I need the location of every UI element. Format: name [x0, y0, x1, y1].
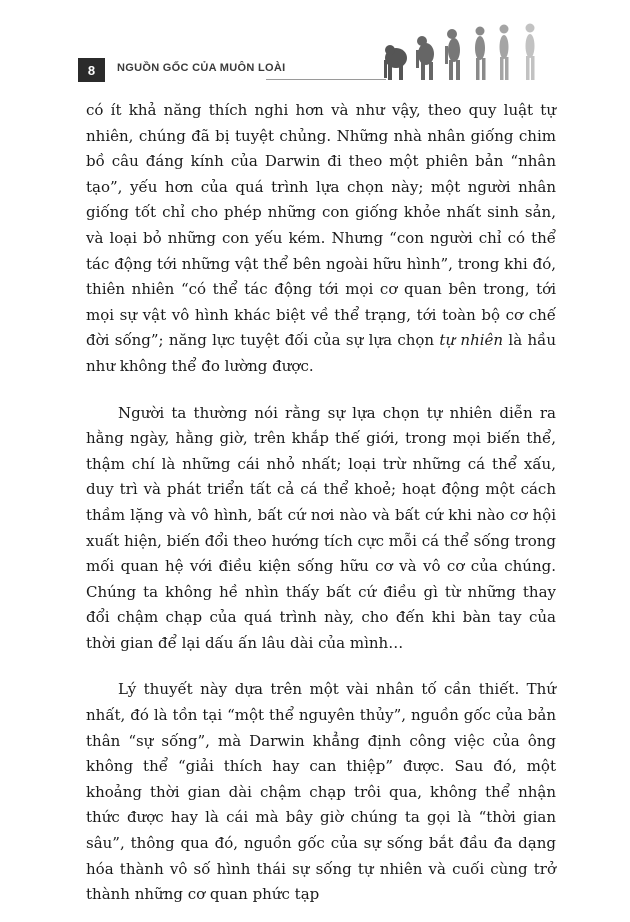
paragraph-2-text: Người ta thường nói rằng sự lựa chọn tự nhiên diễn ra hằng ngày, hằng giờ, trên khắp thế giới, trong mọi biến thể, thậm chí là những cái nhỏ nhất; loại trừ những cá thể xấu, duy trì và phát triển tất cả cá thể khoẻ; hoạt động một cách thầm lặng và vô hình, bất cứ nơi nào và bất cứ khi nào cơ hội xuất hiện, biến đổi theo hướng tích cực mỗi cá thể sống trong mối quan hệ với điều kiện sống hữu cơ và vô cơ của chúng. Chúng ta không hề nhìn thấy bất cứ điều gì từ những thay đổi chậm chạp của quá trình này, cho đến khi bàn tay của thời gian để lại dấu ấn lâu dài của mình… [86, 403, 556, 652]
paragraph-1 [86, 98, 556, 380]
evolution-icon [384, 20, 554, 84]
page-header [0, 0, 630, 90]
running-head: NGUỒN GỐC CỦA MUÔN LOÀI [117, 62, 286, 74]
header-rule [266, 79, 386, 80]
paragraph-2 [86, 401, 556, 657]
paragraph-1-text: có ít khả năng thích nghi hơn và như vậy, theo quy luật tự nhiên, chúng đã bị tuyệt chủng. Những nhà nhân giống chim bồ câu đáng kính của Darwin đi theo một phiên bản “nhân tạo”, yếu hơn của quá trình lựa chọn này; một người nhân giống tốt chỉ cho phép những con giống khỏe nhất sinh sản, và loại bỏ những con yếu kém. Nhưng “con người chỉ có thể tác động tới những vật thể bên ngoài hữu hình”, trong khi đó, thiên nhiên “có thể tác động tới mọi cơ quan bên trong, tới mọi sự vật vô hình khác biệt về thể trạng, tới toàn bộ cơ chế đời sống”; năng lực tuyệt đối của sự lựa chọn [86, 101, 556, 350]
paragraph-3-text: Lý thuyết này dựa trên một vài nhân tố cần thiết. Thứ nhất, đó là tồn tại “một thể nguyên thủy”, nguồn gốc của bản thân “sự sống”, mà Darwin khẳng định công việc của ông không thể “giải thích hay can thiệp” được. Sau đó, một khoảng thời gian dài chậm chạp trôi qua, không thể nhận thức được hay là cái mà bây giờ chúng ta gọi là “thời gian sâu”, thông qua đó, nguồn gốc của sự sống bắt đầu đa dạng hóa thành vô số hình thái sự sống tự nhiên và cuối cùng trở thành những cơ quan phức tạp [86, 680, 556, 904]
paragraph-1-text-end: là hầu như không thể đo lường được. [86, 331, 556, 375]
paragraph-3 [86, 677, 556, 907]
page-number: 8 [78, 58, 105, 82]
body-text [86, 98, 556, 908]
emphasis-tu-nhien: tự nhiên [439, 331, 504, 350]
